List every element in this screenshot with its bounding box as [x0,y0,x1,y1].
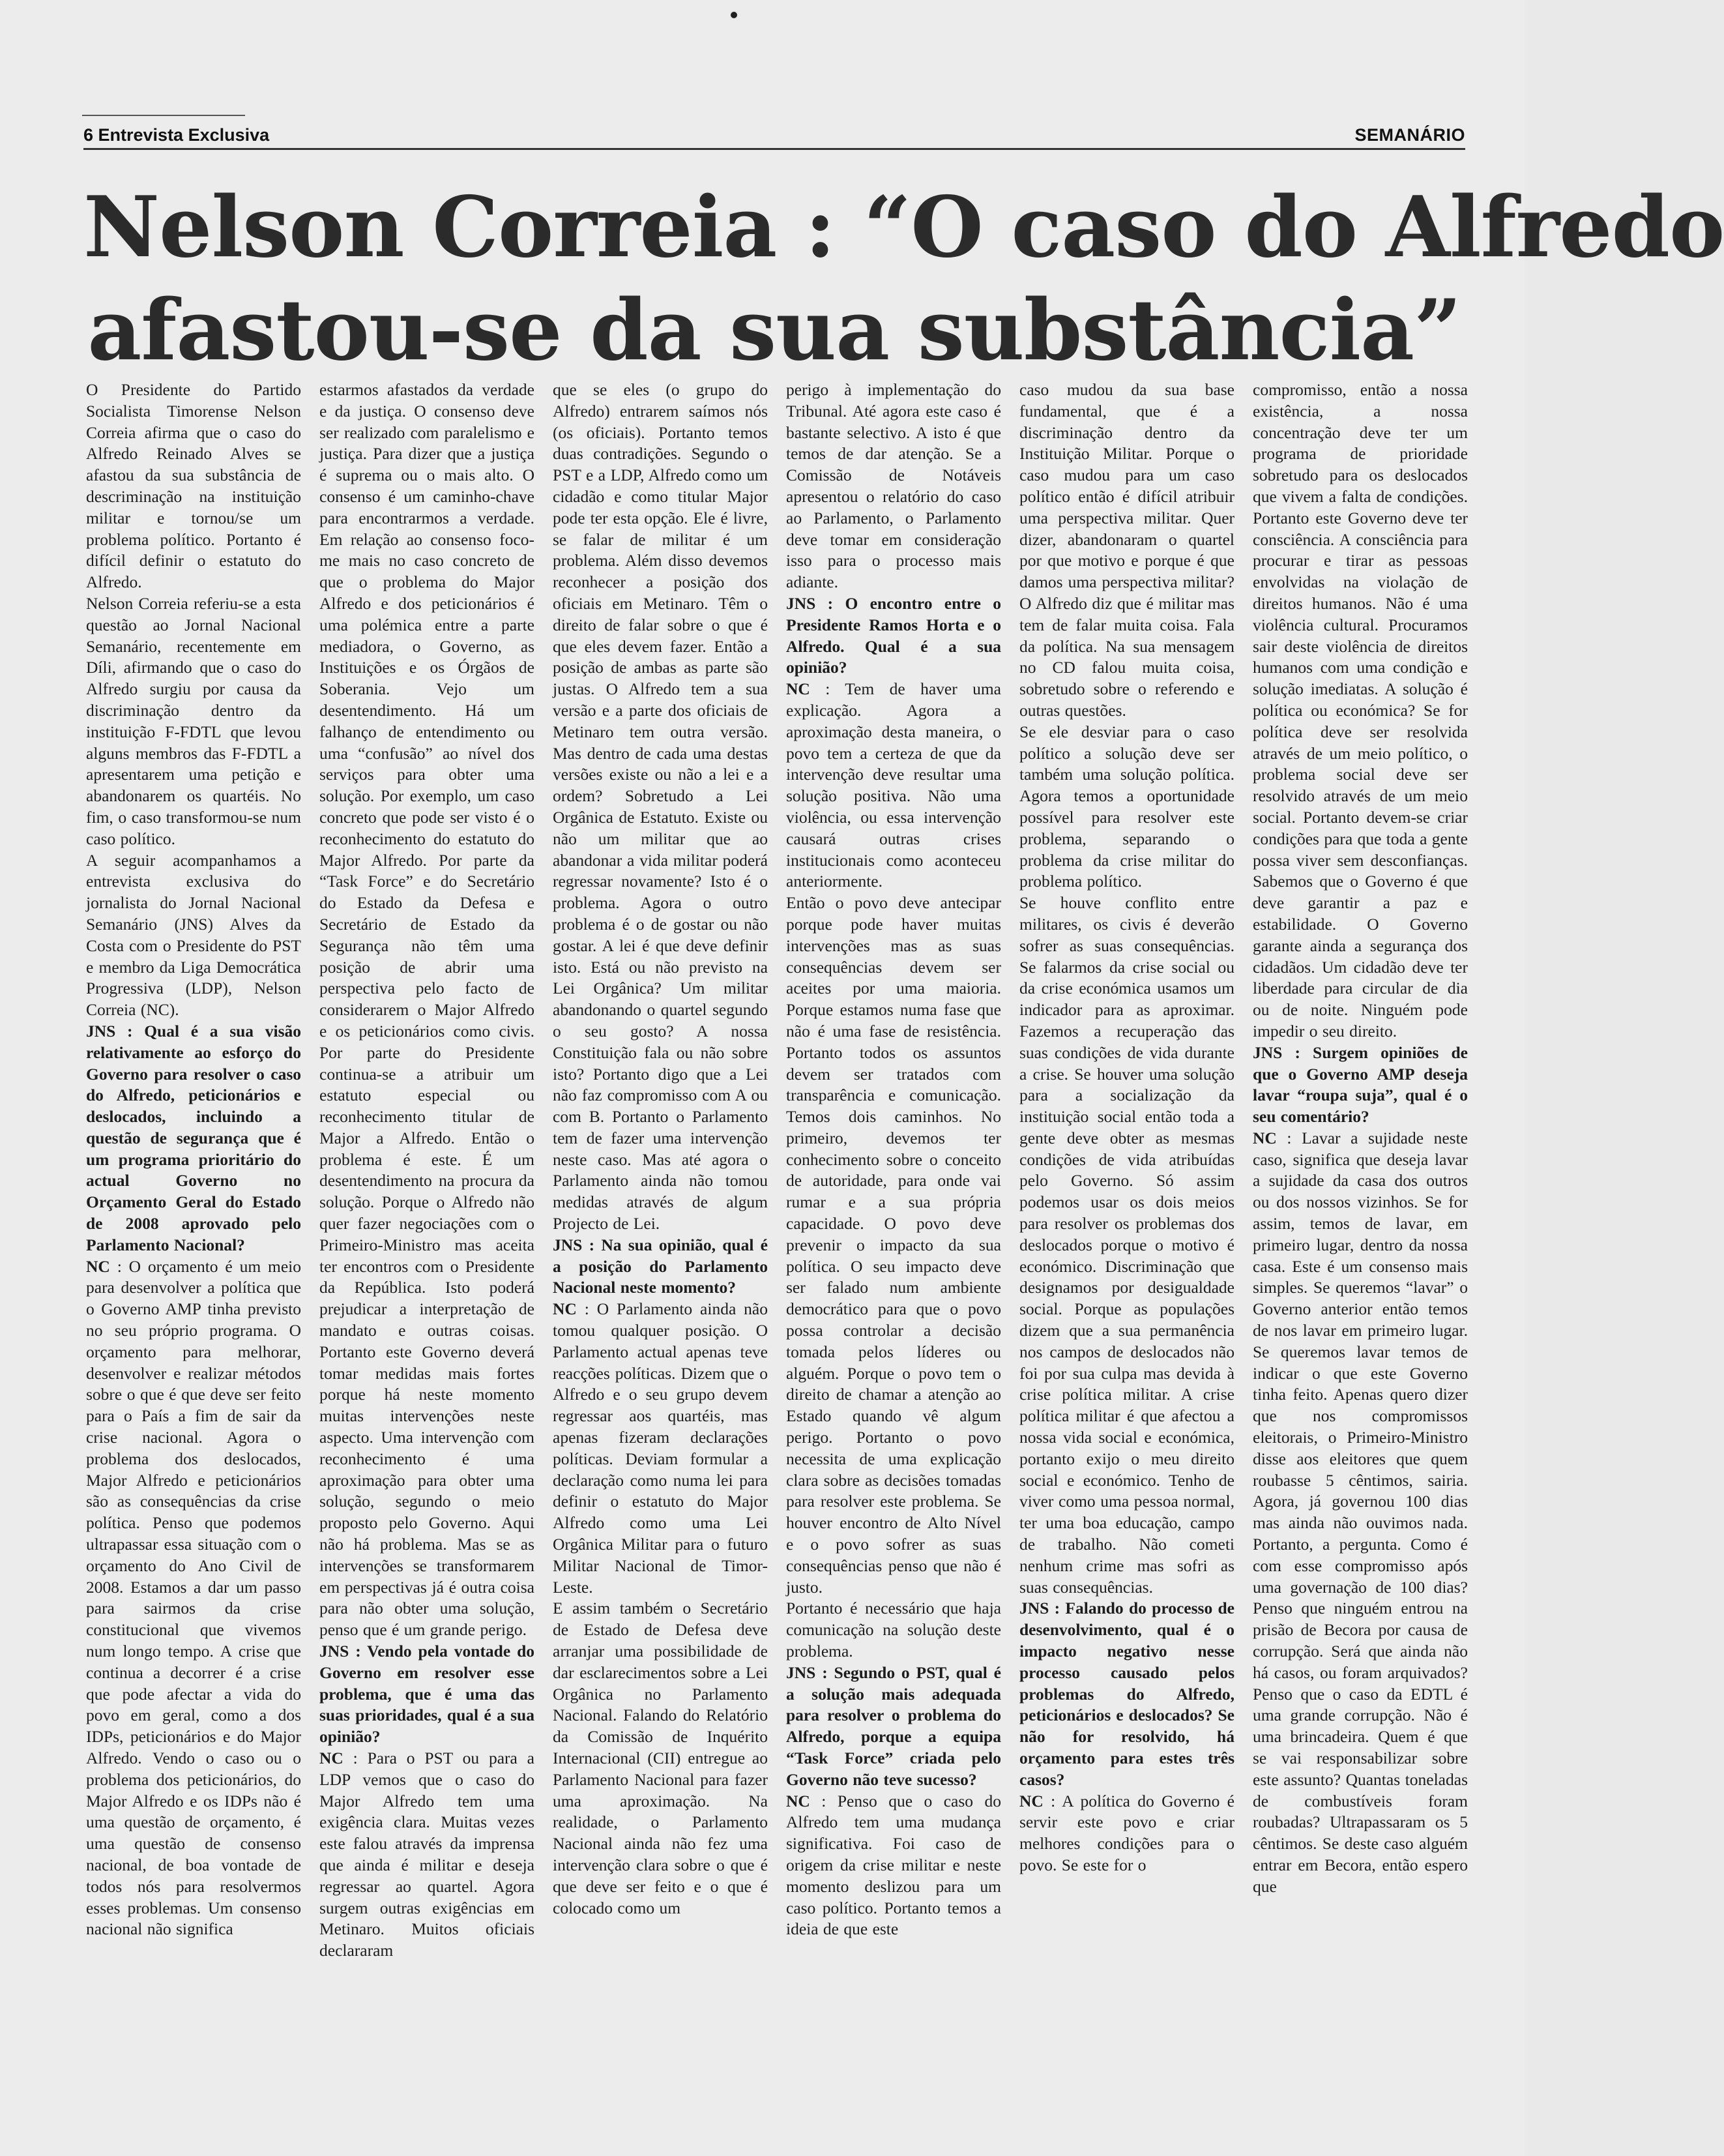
speaker-label: NC [786,1791,810,1810]
article-paragraph: Se ele desviar para o caso político a solução deve ser também uma solução política. Agora temos a oportunidade possível para resolver este problema, separando o problema da crise militar do problema político. [1019,722,1235,891]
speaker-label: NC [553,1299,577,1319]
speaker-label: NC [1253,1128,1277,1147]
interview-question: JNS : Na sua opinião, qual é a posição do Parlamento Nacional neste momento? [553,1235,768,1297]
article-column-1 [86,379,301,2101]
newspaper-name: SEMANÁRIO [1354,125,1465,145]
interview-answer: NC : O Parlamento ainda não tomou qualquer posição. O Parlamento actual apenas teve reacções políticas. Dizem que o Alfredo e o seu grupo devem regressar aos quartéis, mas apenas fizeram declarações políticas. Deviam formular a declaração como numa lei para definir o estatuto do Major Alfredo como uma Lei Orgânica Militar para o futuro Militar Nacional de Timor-Leste. [553,1299,768,1597]
answer-text: A política do Governo é servir este povo e criar melhores condições para o povo. Se este for o [1019,1791,1235,1874]
article-paragraph: Portanto é necessário que haja comunicação na solução deste problema. [786,1599,1001,1661]
article-column-6 [1253,379,1468,2101]
article-column-2 [319,379,534,2101]
interview-answer: NC : O orçamento é um meio para desenvolver a política que o Governo AMP tinha previsto no seu próprio programa. O orçamento para melhorar, desenvolver e realizar métodos sobre o que é que deve ser feito para o País a fim de sair da crise nacional. Agora o problema dos deslocados, Major Alfredo e peticionários são as consequências da crise política. Penso que podemos ultrapassar essa situação com o orçamento do Ano Civil de 2008. Estamos a dar um passo para sairmos da crise constitucional que vivemos num longo tempo. A crise que continua a decorrer é a crise que pode afectar a vida do povo em geral, como a dos IDPs, peticionários e do Major Alfredo. Vendo o caso ou o problema dos peticionários, do Major Alfredo e os IDPs não é uma questão de orçamento, é uma questão de consenso nacional, de boa vontade de todos nós para resolvermos esses problemas. Um consenso nacional não significa [86,1256,302,1939]
answer-text: Penso que o caso do Alfredo tem uma mudança significativa. Foi caso de origem da crise militar e neste momento deslizou para um caso político. Portanto temos a ideia de que este [786,1791,1001,1939]
article-paragraph: A seguir acompanhamos a entrevista exclusiva do jornalista do Jornal Nacional Semanário (JNS) Alves da Costa com o Presidente do PST e membro da Liga Democrática Progressiva (LDP), Nelson Correia (NC). [86,850,301,1020]
page-header [83,123,1465,149]
article-column-5 [1019,379,1235,2101]
article-paragraph: que se eles (o grupo do Alfredo) entrarem saímos nós (os oficiais). Portanto temos duas contradições. Segundo o PST e a LDP, Alfredo como um cidadão e como titular Major pode ter esta opção. Ele é livre, se falar de militar é um problema. Além disso devemos reconhecer a posição dos oficiais em Metinaro. Têm o direito de falar sobre o que é que eles devem fazer. Então a posição de ambas as parte são justas. O Alfredo tem a sua versão e a parte dos oficiais de Metinaro tem outra versão. Mas dentro de cada uma destas versões existe ou não a lei e a ordem? Sobretudo a Lei Orgânica de Estatuto. Existe ou não um militar que ao abandonar a vida militar poderá regressar novamente? Isto é o problema. Agora o outro problema é o de gostar ou não gostar. A lei é que deve definir isto. Está ou não previsto na Lei Orgânica? Um militar abandonando o quartel segundo o seu gosto? A nossa Constituição fala ou não sobre isto? Portanto digo que a Lei não faz compromisso com A ou com B. Portanto o Parlamento tem de fazer uma intervenção neste caso. Mas até agora o Parlamento ainda não tomou medidas através de algum Projecto de Lei. [553,380,768,1233]
section-label: 6 Entrevista Exclusiva [83,125,270,145]
article-paragraph: Nelson Correia referiu-se a esta questão ao Jornal Nacional Semanário, recentemente em Díli, afirmando que o caso do Alfredo surgiu por causa da discriminação dentro da instituição F-FDTL que levou alguns membros das F-FDTL a apresentarem uma petição e abandonarem os quartéis. No fim, o caso transformou-se num caso político. [86,593,301,848]
interview-question: JNS : Qual é a sua visão relativamente ao esforço do Governo para resolver o caso do Alfredo, peticionários e deslocados, incluindo a questão de segurança que é um programa prioritário do actual Governo no Orçamento Geral do Estado de 2008 aprovado pelo Parlamento Nacional? [86,1021,301,1254]
interview-answer: NC : Tem de haver uma explicação. Agora a aproximação desta maneira, o povo tem a certeza de que da intervenção deve resultar uma solução positiva. Não uma violência, ou essa intervenção causará outras crises institucionais como aconteceu anteriormente. [786,679,1001,891]
article-paragraph: perigo à implementação do Tribunal. Até agora este caso é bastante selectivo. A isto é que temos de dar atenção. Se a Comissão de Notáveis apresentou o relatório do caso ao Parlamento, o Parlamento deve tomar em consideração isso para o processo mais adiante. [786,380,1001,592]
article-headline [83,176,1724,382]
interview-question: JNS : Falando do processo de desenvolvimento, qual é o impacto negativo nesse processo causado pelos problemas do Alfredo, peticionários e deslocados? Se não for resolvido, há orçamento para estes três casos? [1019,1599,1235,1789]
article-paragraph: Se houve conflito entre militares, os civis é deverão sofrer as suas consequências. Se falarmos da crise social ou da crise económica usamos um indicador para as aproximar. Fazemos a recuperação das suas condições de vida durante a crise. Se houver uma solução para a socialização da instituição social então toda a gente deve obter as mesmas condições de vida atribuídas pelo Governo. Só assim podemos usar os dois meios para resolver os problemas dos deslocados porque o motivo é económico. Discriminação que designamos por desigualdade social. Porque as populações dizem que a sua permanência nos campos de deslocados não foi por sua culpa mas devida à crise política militar. A crise política militar é que afectou a nossa vida social e económica, portanto exijo o meu direito social e económico. Tenho de viver como uma pessoa normal, ter uma boa educação, campo de trabalho. Não cometi nenhum crime mas sofri as suas consequências. [1019,893,1235,1597]
interview-question: JNS : Surgem opiniões de que o Governo AMP deseja lavar “roupa suja”, qual é o seu comentário? [1253,1042,1468,1127]
answer-text: Para o PST ou para a LDP vemos que o caso do Major Alfredo tem uma exigência clara. Muitas vezes este falou através da imprensa que ainda é militar e deseja regressar ao quartel. Agora surgem outras exigências em Metinaro. Muitos oficiais declararam [319,1749,534,1960]
speaker-label: NC [786,679,810,699]
interview-answer: NC : Lavar a sujidade neste caso, significa que deseja lavar a sujidade da casa dos outros ou dos nossos vizinhos. Se for assim, temos de lavar, em primeiro lugar, dentro da nossa casa. Este é um consenso mais simples. Se queremos “lavar” o Governo anterior então temos de nos lavar em primeiro lugar. Se queremos lavar temos de indicar o que este Governo tinha feito. Apenas quero dizer que nos compromissos eleitorais, o Primeiro-Ministro disse aos eleitores que quem roubasse 5 cêntimos, sairia. Agora, já governou 100 dias mas ainda não ouvimos nada. Portanto, a pergunta. Como é com esse compromisso após uma governação de 100 dias? Penso que ninguém entrou na prisão de Becora por causa de corrupção. Será que ainda não há casos, ou foram arquivados? Penso que o caso da EDTL é uma grande corrupção. Não é uma brincadeira. Quem é que se vai responsabilizar sobre este assunto? Quantas toneladas de combustíveis foram roubadas? Ultrapassaram os 5 cêntimos. Se deste caso alguém entrar em Becora, então espero que [1253,1128,1468,1896]
answer-text: Lavar a sujidade neste caso, significa que deseja lavar a sujidade da casa dos outros ou dos nossos vizinhos. Se for assim, temos de lavar, em primeiro lugar, dentro da nossa casa. Este é um consenso mais simples. Se queremos “lavar” o Governo anterior então temos de nos lavar em primeiro lugar. Se queremos lavar temos de indicar o que este Governo tinha feito. Apenas quero dizer que nos compromissos eleitorais, o Primeiro-Ministro disse aos eleitores que quem roubasse 5 cêntimos, sairia. Agora, já governou 100 dias mas ainda não ouvimos nada. Portanto, a pergunta. Como é com esse compromisso após uma governação de 100 dias? Penso que ninguém entrou na prisão de Becora por causa de corrupção. Será que ainda não há casos, ou foram arquivados? Penso que o caso da EDTL é uma grande corrupção. Não é uma brincadeira. Quem é que se vai responsabilizar sobre este assunto? Quantas toneladas de combustíveis foram roubadas? Ultrapassaram os 5 cêntimos. Se deste caso alguém entrar em Becora, então espero que [1253,1128,1468,1896]
answer-text: O orçamento é um meio para desenvolver a política que o Governo AMP tinha previsto no seu próprio programa. O orçamento para melhorar, desenvolver e realizar métodos sobre o que é que deve ser feito para o País a fim de sair da crise nacional. Agora o problema dos deslocados, Major Alfredo e peticionários são as consequências da crise política. Penso que podemos ultrapassar essa situação com o orçamento do Ano Civil de 2008. Estamos a dar um passo para sairmos da crise constitucional que vivemos num longo tempo. A crise que continua a decorrer é a crise que pode afectar a vida do povo em geral, como a dos IDPs, peticionários e do Major Alfredo. Vendo o caso ou o problema dos peticionários, do Major Alfredo e os IDPs não é uma questão de orçamento, é uma questão de consenso nacional, de boa vontade de todos nós para resolvermos esses problemas. Um consenso nacional não significa [86,1256,302,1939]
interview-question: JNS : Vendo pela vontade do Governo em resolver esse problema, que é uma das suas prioridades, qual é a sua opinião? [319,1642,534,1747]
print-speck [731,12,737,18]
article-paragraph: E assim também o Secretário de Estado de Defesa deve arranjar uma possibilidade de dar esclarecimentos sobre a Lei Orgânica no Parlamento Nacional. Falando do Relatório da Comissão de Inquérito Internacional (CII) entregue ao Parlamento Nacional para fazer uma aproximação. Na realidade, o Parlamento Nacional ainda não fez uma intervenção clara sobre o que é que deve ser feito e o que é colocado como um [553,1599,768,1917]
article-paragraph: compromisso, então a nossa existência, a nossa concentração deve ter um programa de prioridade sobretudo para os deslocados que vivem a falta de condições. Portanto este Governo deve ter consciência. A consciência para procurar e tirar as pessoas envolvidas na violação de direitos humanos. Não é uma violência cultural. Procuramos sair deste violência de direitos humanos com uma condição e solução imediatas. A solução é política ou económica? Se for política deve ser resolvida através de um meio político, o problema social deve ser resolvido através de um meio social. Portanto devem-se criar condições para que toda a gente possa viver sem desconfianças. Sabemos que o Governo é que deve garantir a paz e estabilidade. O Governo garante ainda a segurança dos cidadãos. Um cidadão deve ter liberdade para circular de dia ou de noite. Ninguém pode impedir o seu direito. [1253,380,1468,1041]
interview-answer: NC : Penso que o caso do Alfredo tem uma mudança significativa. Foi caso de origem da crise militar e neste momento deslizou para um caso político. Portanto temos a ideia de que este [786,1791,1001,1939]
interview-answer: NC : Para o PST ou para a LDP vemos que o caso do Major Alfredo tem uma exigência clara. Muitas vezes este falou através da imprensa que ainda é militar e deseja regressar ao quartel. Agora surgem outras exigências em Metinaro. Muitos oficiais declararam [319,1749,534,1960]
headline-line-2: afastou-se da sua substância” [87,282,1461,379]
interview-answer: NC : A política do Governo é servir este povo e criar melhores condições para o povo. Se este for o [1019,1791,1235,1874]
header-top-rule [82,115,245,116]
article-paragraph: estarmos afastados da verdade e da justiça. O consenso deve ser realizado com paralelismo e justiça. Para dizer que a justiça é suprema ou o mais alto. O consenso é um caminho-chave para encontrarmos a verdade. Em relação ao consenso foco-me mais no caso concreto de que o problema do Major Alfredo e dos peticionários é uma polémica entre a parte mediadora, o Governo, as Instituições e os Órgãos de Soberania. Vejo um desentendimento. Há um falhanço de entendimento ou uma “confusão” ao nível dos serviços para obter uma solução. Por exemplo, um caso concreto que pode ser visto é o reconhecimento do estatuto do Major Alfredo. Por parte da “Task Force” e do Secretário do Estado da Defesa e Secretário de Estado da Segurança não têm uma posição de abrir uma perspectiva pelo facto de considerarem o Major Alfredo e os peticionários como civis. Por parte do Presidente continua-se a atribuir um estatuto especial ou reconhecimento titular de Major a Alfredo. Então o problema é este. É um desentendimento na procura da solução. Porque o Alfredo não quer fazer negociações com o Primeiro-Ministro mas aceita ter encontros com o Presidente da República. Isto poderá prejudicar a interpretação de mandato e outras coisas. Portanto este Governo deverá tomar medidas mais fortes porque há neste momento muitas intervenções neste aspecto. Uma intervenção com reconhecimento é uma aproximação para obter uma solução, segundo o meio proposto pelo Governo. Aqui não há problema. Mas se as intervenções se transformarem em perspectivas já é outra coisa para não obter uma solução, penso que é um grande perigo. [319,380,534,1640]
article-column-4 [786,379,1001,2101]
article-body [86,379,1473,2101]
headline-line-1: Nelson Correia : “O caso do Alfredo [83,179,1724,276]
article-paragraph: caso mudou da sua base fundamental, que é a discriminação dentro da Instituição Militar. Porque o caso mudou para um caso político então é difícil atribuir uma perspectiva militar. Quer dizer, abandonaram o quartel por que motivo e porque é que damos uma perspectiva militar? O Alfredo diz que é militar mas tem de falar muita coisa. Fala da política. Na sua mensagem no CD falou muita coisa, sobretudo sobre o referendo e outras questões. [1019,380,1235,720]
speaker-label: NC [319,1749,343,1767]
article-column-3 [553,379,768,2101]
answer-text: Tem de haver uma explicação. Agora a aproximação desta maneira, o povo tem a certeza de que da intervenção deve resultar uma solução positiva. Não uma violência, ou essa intervenção causará outras crises institucionais como aconteceu anteriormente. [786,679,1001,891]
answer-text: O Parlamento ainda não tomou qualquer posição. O Parlamento actual apenas teve reacções políticas. Dizem que o Alfredo e o seu grupo devem regressar aos quartéis, mas apenas fizeram declarações políticas. Deviam formular a declaração como numa lei para definir o estatuto do Major Alfredo como uma Lei Orgânica Militar para o futuro Militar Nacional de Timor-Leste. [553,1299,768,1597]
article-paragraph: Então o povo deve antecipar porque pode haver muitas intervenções mas as suas consequências devem ser aceites por uma maioria. Porque estamos numa fase que não é uma fase de resistência. Portanto todos os assuntos devem ser tratados com transparência e comunicação. Temos dois caminhos. No primeiro, devemos ter conhecimento sobre o conceito de autoridade, para onde vai rumar e a sua própria capacidade. O povo deve prevenir o impacto da sua política. O seu impacto deve ser falado num ambiente democrático para que o povo possa controlar a decisão tomada pelos líderes ou alguém. Porque o povo tem o direito de chamar a atenção ao Estado quando vê algum perigo. Portanto o povo necessita de uma explicação clara sobre as decisões tomadas para resolver este problema. Se houver encontro de Alto Nível e o povo sofrer as suas consequências penso que não é justo. [786,893,1001,1597]
header-rule [83,148,1465,150]
speaker-label: NC [1019,1791,1044,1810]
article-paragraph: O Presidente do Partido Socialista Timorense Nelson Correia afirma que o caso do Alfredo Reinado Alves se afastou da sua substância de descriminação na instituição militar e tornou/se um problema político. Portanto é difícil definir o estatuto do Alfredo. [86,380,301,592]
interview-question: JNS : Segundo o PST, qual é a solução mais adequada para resolver o problema do Alfredo, porque a equipa “Task Force” criada pelo Governo não teve sucesso? [786,1662,1001,1789]
interview-question: JNS : O encontro entre o Presidente Ramos Horta e o Alfredo. Qual é a sua opinião? [786,593,1001,677]
speaker-label: NC [86,1256,110,1276]
